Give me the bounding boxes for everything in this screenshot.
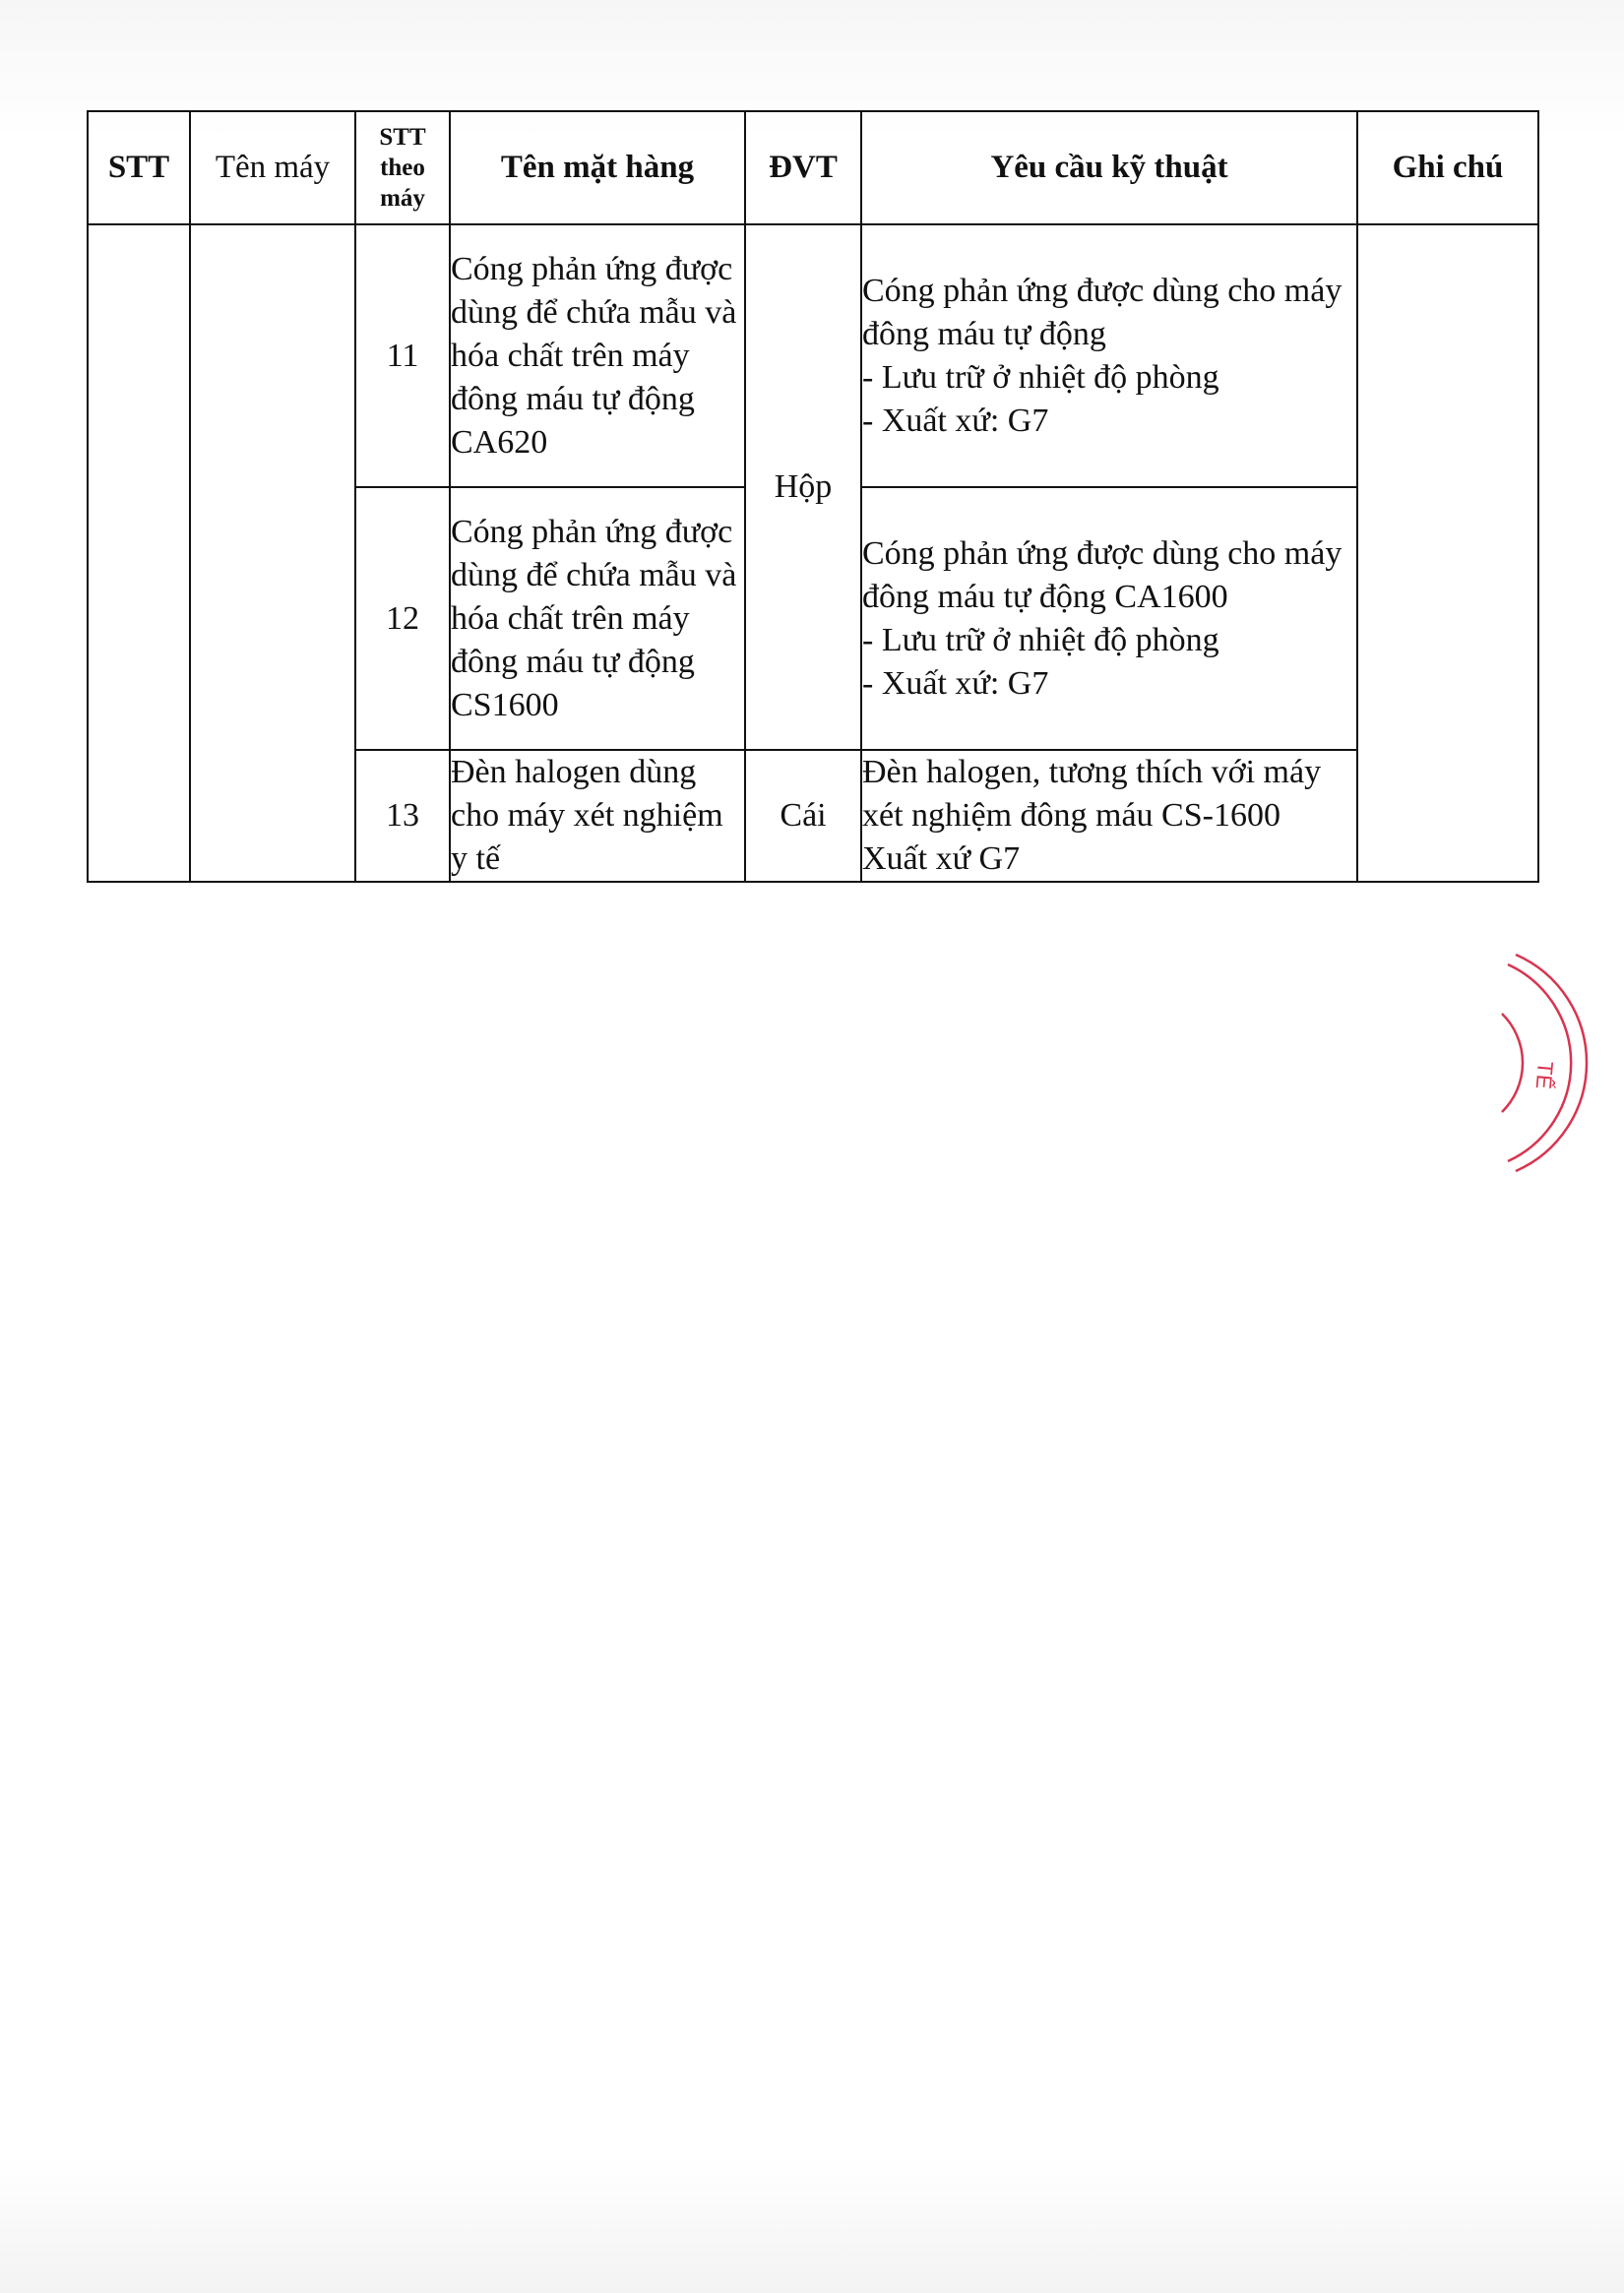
req-line: - Lưu trữ ở nhiệt độ phòng — [862, 621, 1219, 658]
req-line: Cóng phản ứng được dùng cho máy — [862, 534, 1343, 572]
req-line: xét nghiệm đông máu CS-1600 — [862, 797, 1280, 834]
cell-stt-theo-may: 12 — [355, 487, 450, 750]
cell-stt-theo-may: 13 — [355, 750, 450, 882]
req-line: đông máu tự động — [862, 315, 1106, 352]
cell-dvt: Cái — [745, 750, 861, 882]
cell-dvt: Hộp — [745, 224, 861, 750]
cell-stt — [88, 224, 190, 882]
cell-yeu-cau — [861, 224, 1357, 487]
cell-ten-mat-hang: Cóng phản ứng được dùng để chứa mẫu và hóa chất trên máy đông máu tự động CS1600 — [450, 487, 745, 750]
technical-spec-table — [87, 110, 1539, 883]
cell-yeu-cau — [861, 487, 1357, 750]
cell-stt-theo-may: 11 — [355, 224, 450, 487]
req-line: Đèn halogen, tương thích với máy — [862, 754, 1322, 790]
table-row — [88, 224, 1538, 487]
header-yeu-cau-ky-thuat: Yêu cầu kỹ thuật — [861, 111, 1357, 224]
req-line: Cóng phản ứng được dùng cho máy — [862, 272, 1343, 309]
req-line: Xuất xứ G7 — [862, 840, 1021, 877]
cell-yeu-cau — [861, 750, 1357, 882]
cell-ten-mat-hang: Đèn halogen dùng cho máy xét nghiệm y tế — [450, 750, 745, 882]
header-stt: STT — [88, 111, 190, 224]
header-ten-mat-hang: Tên mặt hàng — [450, 111, 745, 224]
req-line: - Lưu trữ ở nhiệt độ phòng — [862, 358, 1219, 396]
req-line: đông máu tự động CA1600 — [862, 578, 1228, 615]
req-line: - Xuất xứ: G7 — [862, 402, 1049, 439]
header-row — [88, 111, 1538, 224]
red-seal-stamp-icon — [1447, 945, 1624, 1201]
header-dvt: ĐVT — [745, 111, 861, 224]
cell-ghi-chu — [1357, 224, 1538, 882]
header-ten-may: Tên máy — [190, 111, 355, 224]
header-stt-theo-may: STT theo máy — [355, 111, 450, 224]
req-line: - Xuất xứ: G7 — [862, 664, 1049, 702]
cell-ten-may — [190, 224, 355, 882]
cell-ten-mat-hang: Cóng phản ứng được dùng để chứa mẫu và hóa chất trên máy đông máu tự động CA620 — [450, 224, 745, 487]
header-ghi-chu: Ghi chú — [1357, 111, 1538, 224]
stamp-text: TẾ — [1530, 1060, 1558, 1090]
